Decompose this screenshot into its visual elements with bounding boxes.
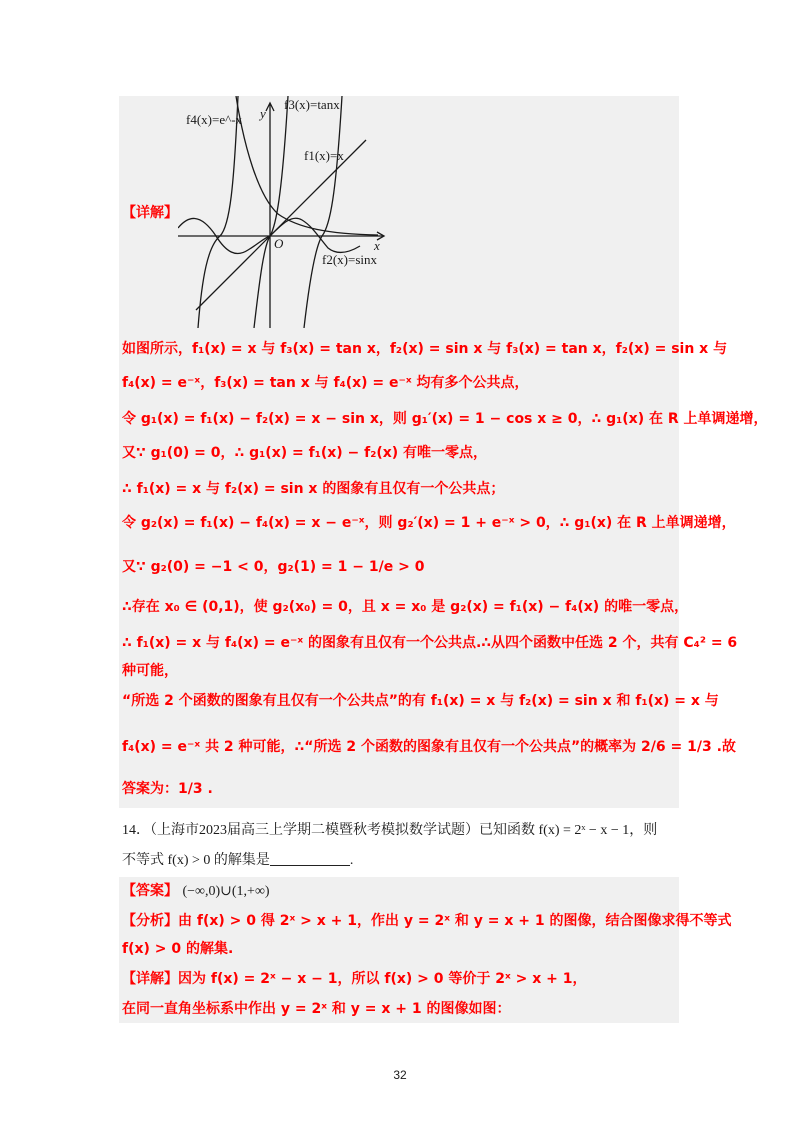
solution-line-4: 又∵ g₁(0) = 0，∴ g₁(x) = f₁(x) − f₂(x) 有唯一零点， <box>122 445 488 461</box>
curve-f4 <box>236 96 378 235</box>
label-f1: f1(x)=x <box>304 148 344 163</box>
solution-line-11: “所选 2 个函数的图象有且仅有一个公共点”的有 f₁(x) = x 与 f₂(x) = sin x 和 f₁(x) = x 与 <box>122 693 719 709</box>
label-f3: f3(x)=tanx <box>284 97 340 112</box>
detail-tag: 【详解】 <box>122 205 178 221</box>
analysis-line-1 <box>122 910 731 932</box>
answer-line <box>122 880 270 903</box>
problem-14-line-1: 14．（上海市2023届高三上学期二模暨秋考模拟数学试题）已知函数 f(x) = 2ˣ − x − 1，则 <box>122 823 658 838</box>
label-f4: f4(x)=e^-x <box>186 112 243 127</box>
answer-blank <box>270 851 350 866</box>
function-graph <box>178 96 388 328</box>
label-y: y <box>260 106 266 121</box>
solution-line-6: 令 g₂(x) = f₁(x) − f₄(x) = x − e⁻ˣ，则 g₂′(x) = 1 + e⁻ˣ > 0，∴ g₁(x) 在 R 上单调递增， <box>122 515 736 531</box>
solution-line-1: 如图所示，f₁(x) = x 与 f₃(x) = tan x，f₂(x) = sin x 与 f₃(x) = tan x，f₂(x) = sin x 与 <box>122 341 728 357</box>
detail-tag-14: 【详解】 <box>122 971 178 987</box>
solution-line-3: 令 g₁(x) = f₁(x) − f₂(x) = x − sin x，则 g₁′(x) = 1 − cos x ≥ 0，∴ g₁(x) 在 R 上单调递增， <box>122 411 768 427</box>
detail-line-2: 在同一直角坐标系中作出 y = 2ˣ 和 y = x + 1 的图像如图： <box>122 1001 511 1017</box>
solution-line-13: 答案为：1/3 . <box>122 781 213 797</box>
label-origin: O <box>274 236 284 251</box>
problem-14-text: 不等式 f(x) > 0 的解集是 <box>122 853 270 868</box>
problem-14-period: . <box>349 853 354 868</box>
label-x: x <box>374 238 380 253</box>
analysis-line-2: f(x) > 0 的解集. <box>122 941 234 957</box>
curve-f3-mid <box>254 96 288 328</box>
analysis-text-1: 由 f(x) > 0 得 2ˣ > x + 1，作出 y = 2ˣ 和 y = x + 1 的图像，结合图像求得不等式 <box>178 913 732 929</box>
solution-line-10: 种可能， <box>122 663 178 679</box>
curve-f3-right <box>304 96 342 328</box>
page-number: 32 <box>393 1068 407 1082</box>
problem-14-line-2 <box>122 850 353 872</box>
answer-value: (−∞,0)∪(1,+∞) <box>182 884 270 899</box>
solution-line-5: ∴ f₁(x) = x 与 f₂(x) = sin x 的图象有且仅有一个公共点； <box>122 481 505 497</box>
solution-line-8: ∴存在 x₀ ∈ (0,1)，使 g₂(x₀) = 0，且 x = x₀ 是 g₂(x) = f₁(x) − f₄(x) 的唯一零点， <box>122 599 689 615</box>
analysis-tag: 【分析】 <box>122 913 178 929</box>
solution-line-12: f₄(x) = e⁻ˣ 共 2 种可能，∴“所选 2 个函数的图象有且仅有一个公共点”的概率为 2/6 = 1/3 .故 <box>122 739 736 755</box>
label-f2: f2(x)=sinx <box>322 252 377 267</box>
solution-line-9: ∴ f₁(x) = x 与 f₄(x) = e⁻ˣ 的图象有且仅有一个公共点.∴从四个函数中任选 2 个，共有 C₄² = 6 <box>122 635 738 651</box>
solution-line-7: 又∵ g₂(0) = −1 < 0，g₂(1) = 1 − 1/e > 0 <box>122 559 425 575</box>
detail-line-1 <box>122 968 587 990</box>
solution-line-2: f₄(x) = e⁻ˣ，f₃(x) = tan x 与 f₄(x) = e⁻ˣ 均有多个公共点， <box>122 375 529 391</box>
answer-tag: 【答案】 <box>122 883 178 899</box>
detail-text-1: 因为 f(x) = 2ˣ − x − 1，所以 f(x) > 0 等价于 2ˣ > x + 1， <box>178 971 587 987</box>
curve-f3-left <box>198 96 238 328</box>
